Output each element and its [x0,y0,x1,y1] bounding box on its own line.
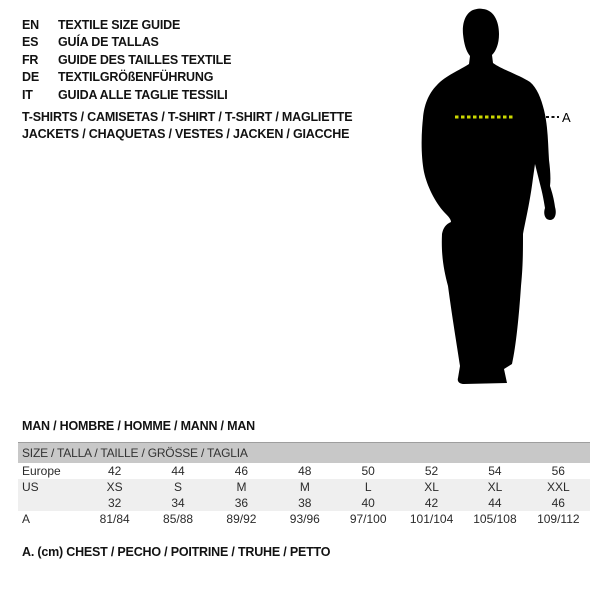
language-code: FR [22,52,39,67]
table-cell: 42 [83,463,146,479]
language-code: DE [22,70,39,85]
row-label: A [18,511,83,527]
table-cell: 97/100 [337,511,400,527]
category-tshirts: T-SHIRTS / CAMISETAS / T-SHIRT / T-SHIRT / MAGLIETTE [22,110,353,124]
table-cell: 93/96 [273,511,336,527]
table-cell: 38 [273,495,336,511]
table-cell: 46 [527,495,590,511]
language-label: GUÍA DE TALLAS [58,35,159,50]
table-row-us [18,479,590,495]
table-cell: 54 [463,463,526,479]
table-cell: 40 [337,495,400,511]
table-cell: 52 [400,463,463,479]
size-table [18,442,590,527]
table-cell: 89/92 [210,511,273,527]
row-label: US [18,479,83,495]
man-figure [413,6,573,390]
table-cell: XL [400,479,463,495]
table-cell: 46 [210,463,273,479]
measurement-footnote: A. (cm) CHEST / PECHO / POITRINE / TRUHE / PETTO [22,545,331,559]
table-cell: 34 [146,495,209,511]
language-code: IT [22,87,33,102]
language-row-de [22,69,231,87]
table-cell: XS [83,479,146,495]
table-cell: 48 [273,463,336,479]
table-cell: M [210,479,273,495]
language-row-en [22,16,231,34]
table-row-numeric [18,495,590,511]
table-cell: 101/104 [400,511,463,527]
man-silhouette [413,6,573,390]
table-cell: 32 [83,495,146,511]
table-cell: 85/88 [146,511,209,527]
category-jackets: JACKETS / CHAQUETAS / VESTES / JACKEN / GIACCHE [22,127,350,141]
table-cell: 36 [210,495,273,511]
language-list [22,16,231,104]
table-row-europe [18,463,590,479]
table-cell: 109/112 [527,511,590,527]
row-label [18,495,83,511]
language-row-fr [22,51,231,69]
language-label: GUIDE DES TAILLES TEXTILE [58,52,232,67]
size-table-header: SIZE / TALLA / TAILLE / GRÖSSE / TAGLIA [18,443,590,464]
table-cell: 42 [400,495,463,511]
language-label: TEXTILGRÖßENFÜHRUNG [58,70,214,85]
measure-label-a: A [562,110,571,125]
table-cell: XL [463,479,526,495]
category-list [22,109,352,143]
table-cell: 50 [337,463,400,479]
row-label: Europe [18,463,83,479]
language-code: ES [22,35,39,50]
table-cell: S [146,479,209,495]
language-label: GUIDA ALLE TAGLIE TESSILI [58,87,228,102]
table-cell: XXL [527,479,590,495]
table-row-chest-a [18,511,590,527]
language-row-es [22,34,231,52]
table-cell: 105/108 [463,511,526,527]
table-cell: 44 [146,463,209,479]
table-cell: L [337,479,400,495]
size-table-header-row [18,443,590,464]
table-cell: 56 [527,463,590,479]
man-silhouette-shape [422,9,556,384]
language-label: TEXTILE SIZE GUIDE [58,17,181,32]
language-code: EN [22,17,39,32]
table-cell: 81/84 [83,511,146,527]
table-cell: M [273,479,336,495]
table-cell: 44 [463,495,526,511]
language-row-it [22,86,231,104]
section-title-man: MAN / HOMBRE / HOMME / MANN / MAN [22,419,255,433]
